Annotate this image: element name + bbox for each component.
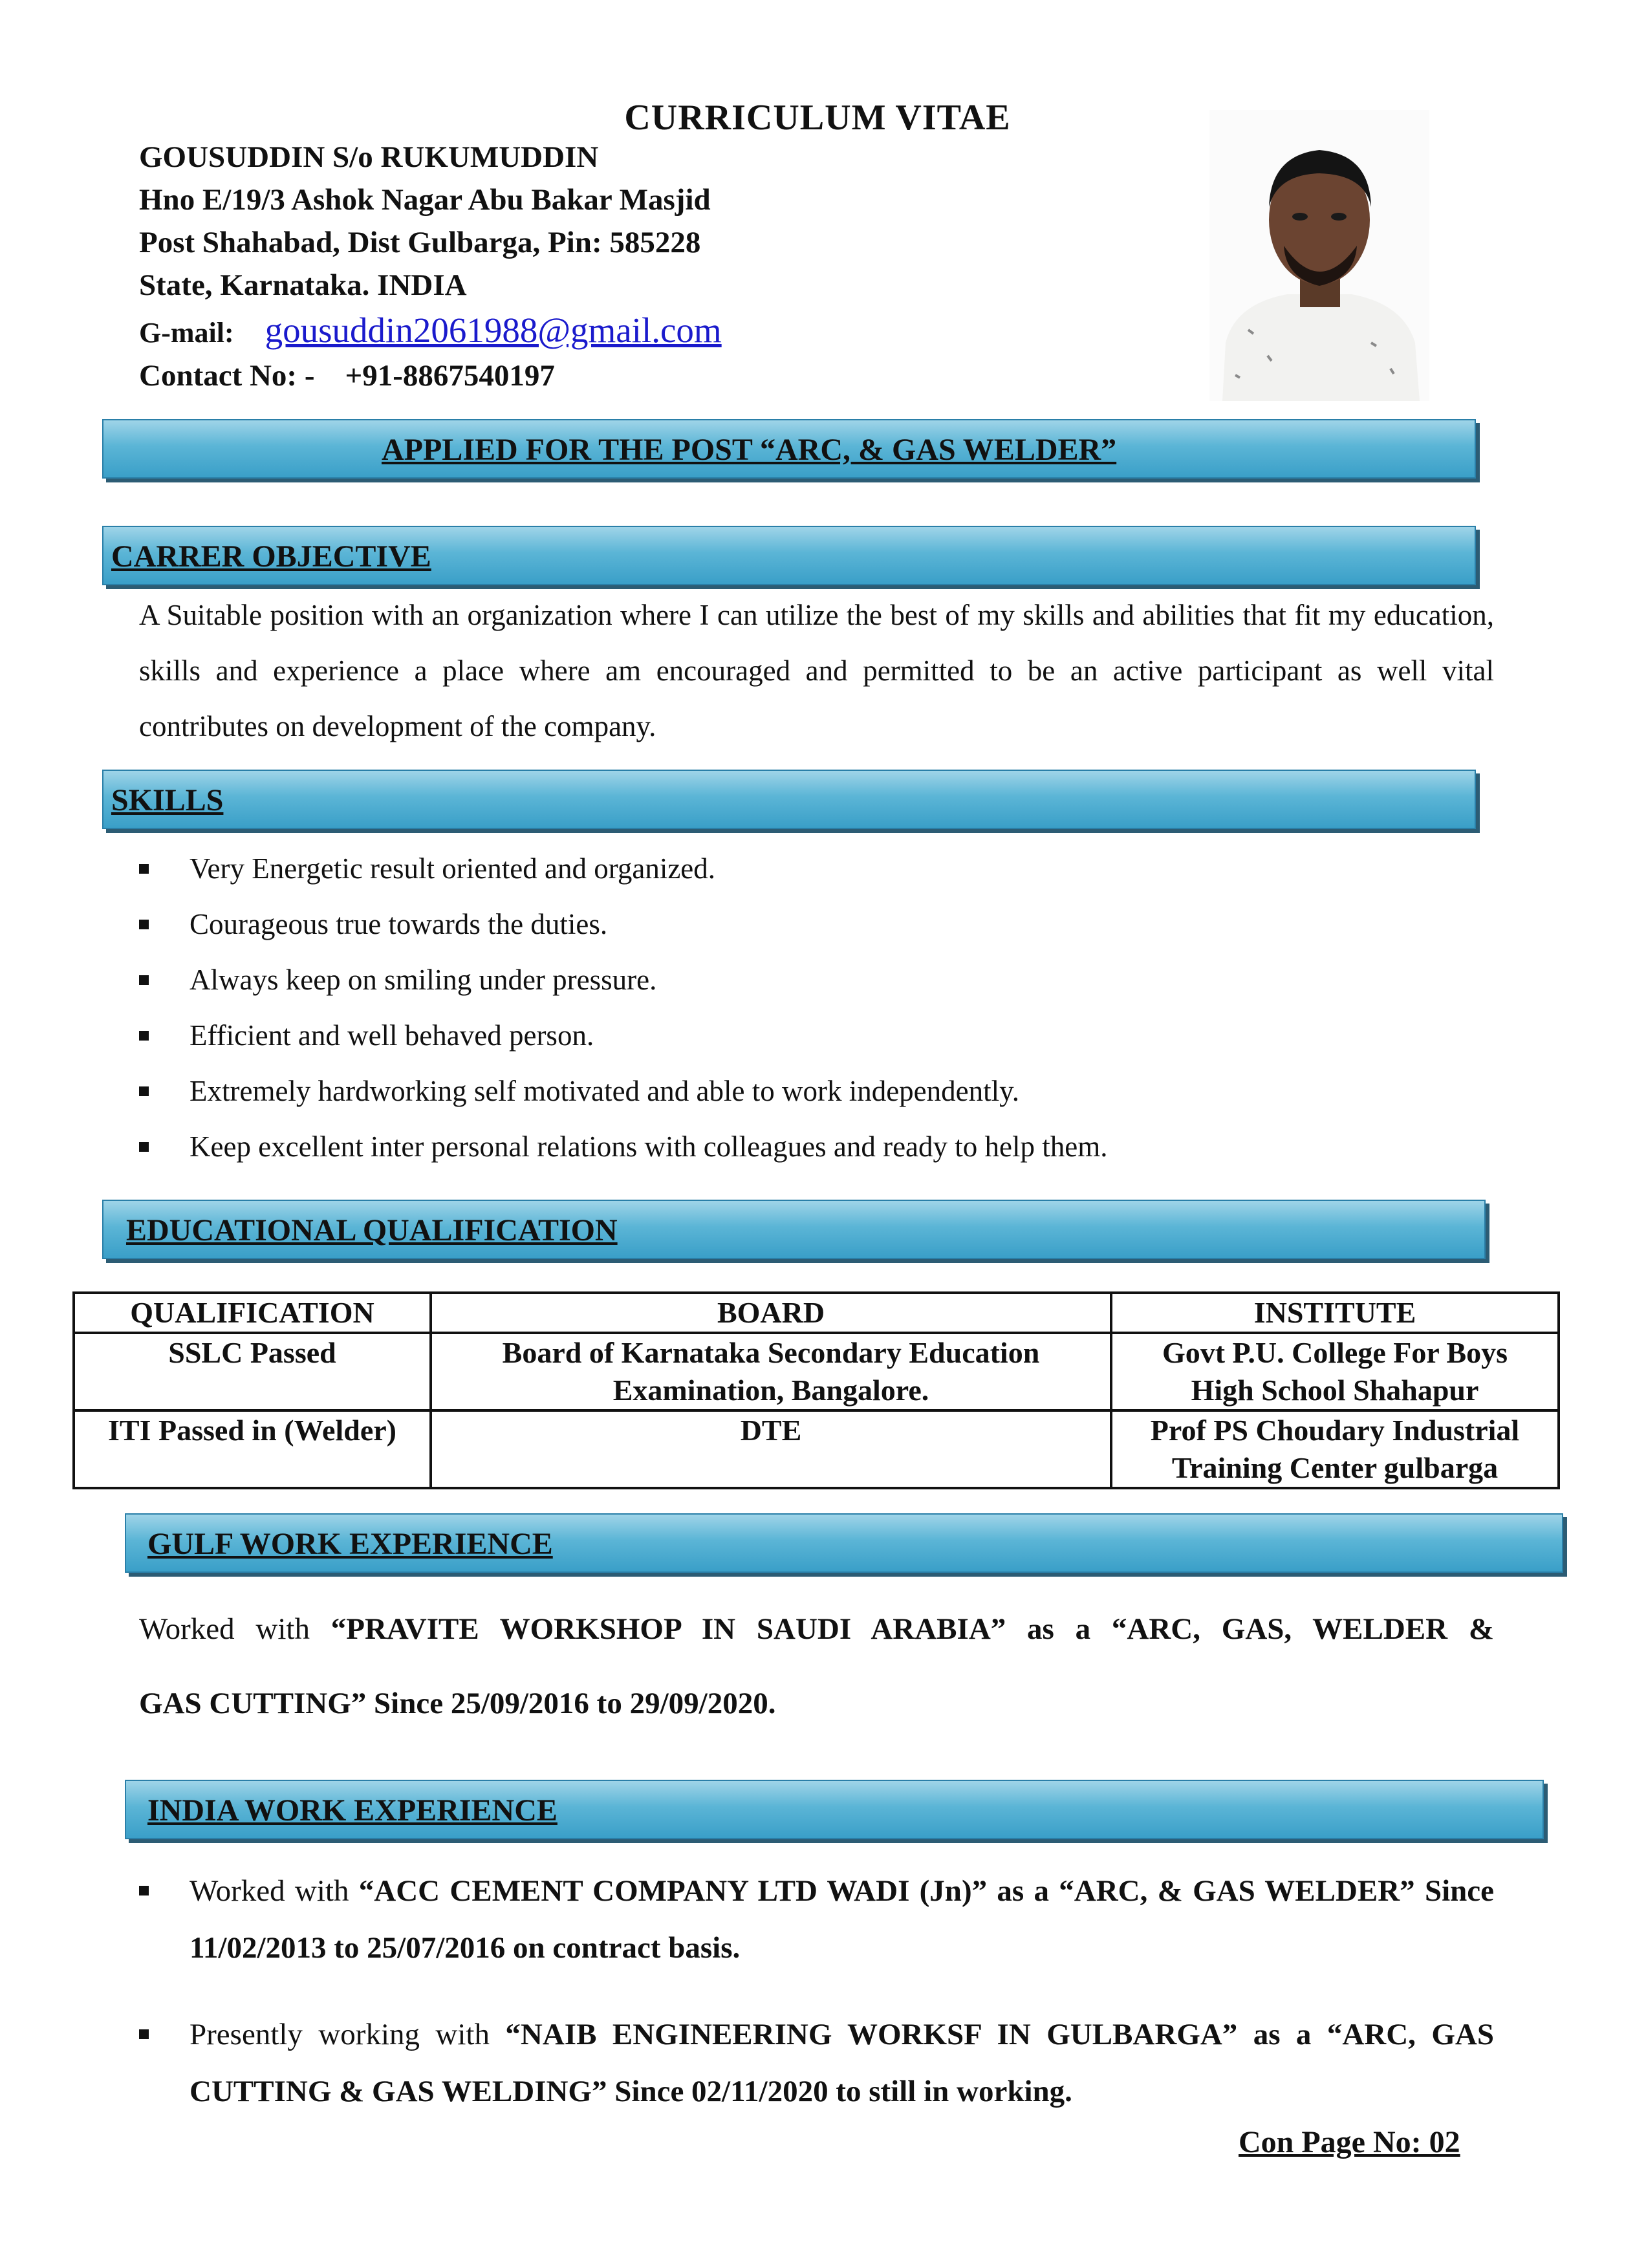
skills-list: [139, 841, 1107, 1174]
column-header-board: BOARD: [431, 1293, 1111, 1333]
india-item-text: “NAIB ENGINEERING WORKSF IN GULBARGA” as a “ARC, GAS CUTTING & GAS WELDING” Since 02/11/2020 to still in working.: [189, 2018, 1494, 2108]
education-heading-bar: [102, 1200, 1486, 1259]
address-line-3: State, Karnataka. INDIA: [139, 268, 467, 302]
list-item: [139, 1008, 1107, 1063]
india-heading: INDIA WORK EXPERIENCE: [147, 1793, 558, 1828]
bullet-icon: [139, 2029, 149, 2039]
cell-institute-line: Training Center gulbarga: [1171, 1451, 1499, 1484]
gulf-experience: [139, 1592, 1494, 1741]
cell-board-line: Board of Karnataka Secondary Education: [502, 1336, 1040, 1369]
skill-text: Keep excellent inter personal relations with colleagues and ready to help them.: [189, 1130, 1108, 1163]
cell-board-line: DTE: [740, 1414, 802, 1447]
skill-text: Always keep on smiling under pressure.: [189, 964, 657, 996]
bullet-icon: [139, 920, 149, 929]
bullet-icon: [139, 1031, 149, 1041]
cell-institute-line: Govt P.U. College For Boys: [1162, 1336, 1508, 1369]
cell-institute: [1111, 1333, 1559, 1410]
address-line-2: Post Shahabad, Dist Gulbarga, Pin: 585228: [139, 226, 701, 259]
bullet-icon: [139, 975, 149, 985]
email-row: [139, 307, 722, 354]
list-item: [139, 2006, 1494, 2120]
cell-board-line: Examination, Bangalore.: [612, 1374, 929, 1407]
email-link[interactable]: gousuddin2061988@gmail.com: [265, 310, 722, 350]
india-item-text: “ACC CEMENT COMPANY LTD WADI (Jn)” as a “ARC, & GAS WELDER” Since 11/02/2013 to 25/07/2016 on contract basis.: [189, 1874, 1495, 1965]
list-item: [139, 896, 1107, 952]
gulf-heading-bar: [125, 1513, 1563, 1573]
list-item: [139, 1863, 1494, 1976]
objective-text: A Suitable position with an organization where I can utilize the best of my skills and abilities that fit my education, skills and experience a place where am encouraged and permitted to be an active participant as well vital contributes on development of the company.: [139, 599, 1494, 742]
objective-heading: CARRER OBJECTIVE: [111, 539, 431, 574]
table-row: [74, 1333, 1559, 1410]
table-header-row: [74, 1293, 1559, 1333]
cell-institute-line: Prof PS Choudary Industrial: [1150, 1414, 1520, 1447]
education-heading: EDUCATIONAL QUALIFICATION: [126, 1213, 618, 1247]
applied-post-banner: [102, 419, 1476, 479]
profile-photo: [1209, 110, 1429, 401]
document-title: CURRICULUM VITAE: [624, 98, 1011, 138]
email-label: G-mail:: [139, 317, 234, 349]
bullet-icon: [139, 1142, 149, 1152]
skill-text: Efficient and well behaved person.: [189, 1019, 594, 1052]
objective-heading-bar: [102, 526, 1476, 585]
gulf-prefix: Worked with: [139, 1612, 331, 1646]
cell-qualification: SSLC Passed: [74, 1333, 431, 1410]
column-header-institute: INSTITUTE: [1111, 1293, 1559, 1333]
applicant-name: GOUSUDDIN S/o RUKUMUDDIN: [139, 140, 599, 174]
india-item-prefix: Worked with: [189, 1874, 359, 1908]
column-header-qualification: QUALIFICATION: [74, 1293, 431, 1333]
gulf-line-2: GAS CUTTING” Since 25/09/2016 to 29/09/2020.: [139, 1687, 776, 1720]
bullet-icon: [139, 864, 149, 874]
skills-heading-bar: [102, 770, 1476, 829]
india-heading-bar: [125, 1780, 1544, 1839]
skills-heading: SKILLS: [111, 783, 224, 817]
cell-institute: [1111, 1410, 1559, 1488]
skill-text: Extremely hardworking self motivated and able to work independently.: [189, 1075, 1019, 1107]
skill-text: Courageous true towards the duties.: [189, 908, 608, 940]
bullet-icon: [139, 1886, 149, 1895]
list-item: [139, 952, 1107, 1008]
contact-number: Contact No: - +91-8867540197: [139, 359, 555, 393]
applied-post-text: APPLIED FOR THE POST “ARC, & GAS WELDER”: [382, 433, 1117, 467]
gulf-heading: GULF WORK EXPERIENCE: [147, 1527, 553, 1561]
skill-text: Very Energetic result oriented and organized.: [189, 852, 716, 885]
cell-qualification: ITI Passed in (Welder): [74, 1410, 431, 1488]
india-experience-list: [139, 1863, 1494, 2120]
education-table: [72, 1291, 1560, 1489]
table-row: [74, 1410, 1559, 1488]
list-item: [139, 1119, 1107, 1174]
india-item-prefix: Presently working with: [189, 2018, 506, 2051]
gulf-line-1: “PRAVITE WORKSHOP IN SAUDI ARABIA” as a “ARC, GAS, WELDER &: [330, 1612, 1494, 1646]
cell-board: [431, 1410, 1111, 1488]
page-continuation: Con Page No: 02: [1239, 2125, 1460, 2159]
personal-details: [139, 136, 722, 397]
list-item: [139, 1063, 1107, 1119]
bullet-icon: [139, 1086, 149, 1096]
cell-board: [431, 1333, 1111, 1410]
cell-institute-line: High School Shahapur: [1191, 1374, 1479, 1407]
list-item: [139, 841, 1107, 896]
address-line-1: Hno E/19/3 Ashok Nagar Abu Bakar Masjid: [139, 183, 711, 217]
